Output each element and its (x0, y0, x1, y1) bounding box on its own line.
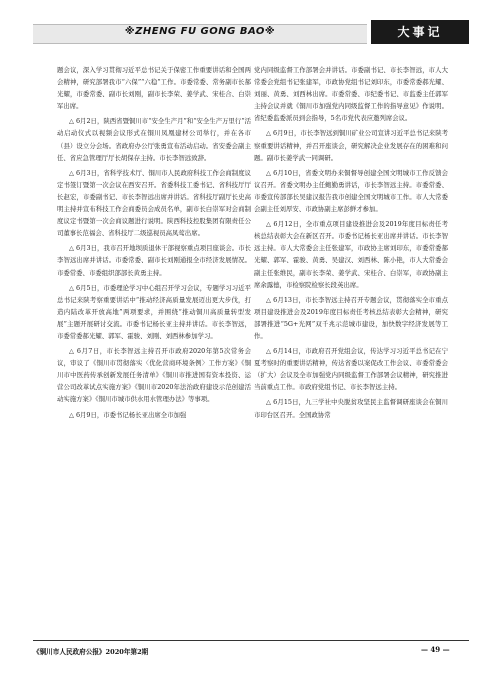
footer-rule (33, 640, 469, 641)
journal-title: ※ZHENG FU GONG BAO※ (124, 26, 276, 37)
section-tag: 大事记 (371, 20, 469, 44)
paragraph: 题会议，深入学习贯彻习近平总书记关于保密工作重要讲话和全国两会精神，研究部署我市“六保”“六稳”工作。市委常委、常务副市长郝光耀，市委常委、副市长刘刚，副市长李荣、姜学武、宋桂合、白崇军出席。 (57, 66, 251, 111)
footer-publication: 《铜川市人民政府公报》2020年第2期 (33, 648, 149, 656)
paragraph: △ 6月3日，我市召开地坝质退休干部视察重点项目座谈会。市长李智远出席并讲话。市委常委、副市长刘刚通报全市经济发展情况。市委常委、市委组织部部长黄勇主持。 (57, 244, 251, 277)
paragraph: △ 6月12日，全市重点项目建设推进会及2019年度目标责任考核总结表彰大会在新区召开。市委书记杨长亚出席并讲话。市长李智远主持。市人大常委会主任张建军，市政协主席刘印东，市委常委郝光耀、郭军、霍骏、黄勇、吴建汉、刘西林、陈小艳，市人大常委会副主任张维民，副市长李荣、姜学武、宋桂合、白崇军，市政协副主席余露德，市检察院检察长段英出席。 (254, 220, 448, 289)
paragraph: 党内同级监督工作部署会并讲话。市委副书记、市长李智远，市人大常委会党组书记张建军，市政协党组书记刘印东，市委常委郝光耀、刘丽、黄勇、刘西林出席。市委常委、市纪委书记、市监委主任郭军主持会议并就《铜川市加强党内同级监督工作的指导意见》作说明。省纪委监委派员到会指导，5名市党代表应邀列席会议。 (254, 66, 448, 123)
left-column (57, 64, 251, 424)
paragraph: △ 6月9日，市委书记杨长亚出席全市加强 (69, 410, 187, 419)
right-column (254, 64, 448, 424)
page-header (33, 24, 469, 44)
paragraph: △ 6月3日，省科学技术厅、铜川市人民政府科技工作会商制度议定书签订暨第一次会议在西安召开。省委科技工委书记、省科技厅厅长赵宏，市委副书记、市长李智远出席并讲话。省科技厅副厅长史高明主持并宣布科技工作会商委员会成员名单，副市长白崇军对会商制度议定书暨第一次会商议题进行说明。陕西科技控股集团有限责任公司董事长范福会、省科技厅二级巡视员高凤莺出席。 (57, 168, 251, 238)
paragraph: △ 6月9日，市长李智远到铜川矿业公司宣讲习近平总书记来陕考察重要讲话精神，并召开座谈会，研究解决企业发展存在的困难和问题。副市长姜学武一同调研。 (254, 129, 448, 162)
paragraph: △ 6月5日，市委理论学习中心组召开学习会议，专题学习习近平总书记来陕考察重要讲话中“推动经济高质量发展迈出更大步伐，打造内陆改革开放高地”两项要求，并围绕“推动铜川高质量转型发展”主题开展研讨交流。市委书记杨长亚主持并讲话。市长李智远，市委常委郝光耀、郭军、霍骏、刘刚、刘西林参加学习。 (57, 283, 251, 340)
paragraph: △ 6月13日，市长李智远主持召开专题会议，贯彻落实全市重点项目建设推进会及2019年度目标责任考核总结表彰大会精神，研究部署推进“5G+光网”双千兆示范城市建设，加快数字经济发展等工作。 (254, 295, 448, 340)
paragraph: △ 6月10日，省委文明办来铜督导创建全国文明城市工作反馈会议召开。省委文明办主任鲍勤勇讲话，市长李智远主持。市委常委、市委宣传部部长吴建汉报告我市创建全国文明城市工作。市人大常委会副主任刘厚安、市政协副主席彭鲜才参加。 (254, 168, 448, 214)
paragraph: △ 6月14日，市政府召开党组会议，传达学习习近平总书记在宁夏考察时的重要讲话精神，传达省委以案促改工作会议、市委常委会（扩大）会议及全市加强党内同级监督工作部署会议精神，研究推进当前重点工作。市政府党组书记、市长李智远主持。 (254, 347, 448, 392)
paragraph: △ 6月15日，九三学社中央脱贫攻坚民主监督调研座谈会在铜川市印台区召开。全国政协常 (254, 398, 448, 419)
paragraph: △ 6月7日，市长李智远主持召开市政府2020年第5次常务会议，审议了《铜川市贯彻落实〈优化营商环境条例〉工作方案》《铜川市中医药传承创新发展任务清单》《铜川市推进国有资本投资、运营公司改革试点实施方案》《铜川市2020年法治政府建设示范创建活动实施方案》《铜川市城市供水用水管理办法》等事项。 (57, 347, 251, 404)
paragraph: △ 6月2日，陕西省暨铜川市“安全生产月”和“安全生产万里行”活动启动仪式以视频会议形式在铜川凤凰建材公司举行，并在各市（县）设立分会场。省政府办公厅张勇宣布活动启动。省安委会副主任、省应急管理厅厅长胡保存主持。市长李智远致辞。 (57, 117, 251, 162)
page-number: — 49 — (421, 645, 450, 654)
